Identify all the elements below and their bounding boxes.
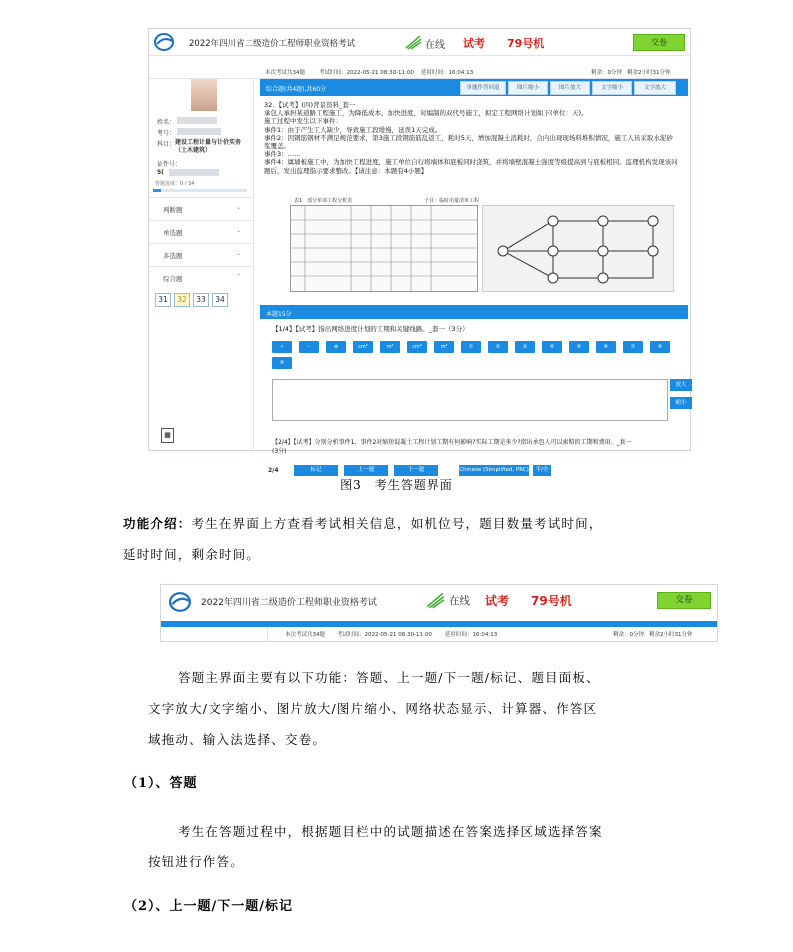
extra-time: 延时时间：16:04:13 (421, 70, 474, 76)
category-single[interactable] (149, 220, 253, 243)
question-line: 事件1：由于产生工人缺少，导致施工段缓慢，延误1天完成。 (264, 125, 442, 134)
symbol-button[interactable]: ⑦ (623, 341, 643, 353)
symbol-button[interactable]: ⊕ (326, 341, 346, 353)
table-note: 子目：临时用量清单工程 (424, 198, 480, 204)
para1-line2: 文字放大/文字缩小、图片放大/图片缩小、网络状态显示、计算器、作答区 (148, 701, 598, 716)
chevron-down-icon: ⌄ (235, 204, 241, 211)
para1-line3: 域拖动、输入法选择、交卷。 (148, 732, 327, 747)
exam-time: 考试时间：2022-05-21 08:30-11:00 (337, 632, 432, 638)
network-status: 在线 (449, 595, 470, 607)
question-line: 施工过程中发生以下事件： (264, 117, 342, 126)
question-line: 32．【试考】(四)背景资料_套一 (264, 101, 356, 109)
question-count: 本次考试共34题 (285, 632, 325, 638)
symbol-button[interactable]: ③ (515, 341, 535, 353)
symbol-button[interactable]: cm² (353, 341, 373, 353)
exam-screenshot (148, 28, 691, 474)
ime-select[interactable]: Chinese (Simplified, PRC) (459, 465, 529, 476)
question-number-34[interactable]: 34 (212, 293, 228, 307)
ime-width-toggle[interactable]: 半/全 (533, 465, 551, 476)
figure-caption: 图3 考生答题界面 (340, 478, 453, 492)
category-label: 判断题 (163, 206, 183, 214)
submit-button[interactable]: 交卷 (633, 34, 685, 51)
info-bar (149, 65, 690, 79)
name-redacted (177, 117, 217, 124)
symbol-button[interactable]: ⑨ (272, 357, 292, 369)
prev-button[interactable]: 上一题 (344, 465, 388, 476)
exam-time: 考试时间：2022-05-21 08:30-11:00 (319, 70, 414, 76)
question-area (254, 79, 690, 474)
progress-fill (153, 189, 161, 192)
category-comprehensive[interactable] (149, 266, 253, 289)
question-line: 事件3：…… (264, 150, 301, 159)
symbol-button[interactable]: ⑥ (596, 341, 616, 353)
symbol-button[interactable]: ⑤ (569, 341, 589, 353)
symbol-button[interactable]: m² (380, 341, 400, 353)
image-enlarge-button[interactable]: 图片放大 (550, 81, 590, 95)
exam-header-screenshot (160, 584, 718, 642)
symbol-button[interactable]: ＋ (272, 341, 292, 353)
calculator-icon[interactable]: ▦ (161, 428, 174, 443)
logo-icon (153, 32, 175, 52)
top-bar (149, 29, 690, 56)
score-bar (260, 305, 688, 319)
section-heading-navigation: （2）、上一题/下一题/标记 (124, 899, 294, 914)
chevron-up-icon: ⌃ (235, 273, 241, 280)
rollback-button[interactable]: 单题作答回退 (460, 81, 506, 95)
question-number-32[interactable]: 32 (174, 293, 190, 307)
network-diagram-image (482, 205, 674, 292)
id-label: 证件号： (157, 161, 182, 168)
quantity-table-image (290, 205, 478, 292)
remaining-note: 剩余2小时31分钟 (627, 70, 671, 76)
subquestion-2-score: (3分) (272, 448, 287, 455)
category-label: 单选题 (163, 229, 183, 237)
score-text: 本题15分 (266, 311, 292, 318)
mark-button[interactable]: 标记 (294, 465, 338, 476)
category-label: 综合题 (163, 275, 183, 283)
symbol-button[interactable]: ⑧ (650, 341, 670, 353)
question-text (264, 101, 679, 175)
text-shrink-button[interactable]: 文字缩小 (592, 81, 632, 95)
category-multi[interactable] (149, 243, 253, 266)
remaining-note: 剩余2小时31分钟 (649, 632, 693, 638)
exam-mode: 试考 (463, 37, 485, 50)
machine-number: 79号机 (507, 37, 545, 50)
id-partial: 5( (157, 169, 164, 176)
symbol-button[interactable]: cm³ (407, 341, 427, 353)
subject-label: 科目： (157, 141, 176, 148)
remaining-time: 剩余：0分钟 (613, 632, 644, 638)
network-status: 在线 (425, 40, 445, 51)
section-heading-answer: （1）、答题 (124, 776, 198, 791)
id-redacted (169, 169, 219, 176)
feature-intro-line1 (123, 514, 603, 532)
symbol-button[interactable]: ① (461, 341, 481, 353)
question-line: 承包人承担某道路工程施工，为降低成本、加快进度，对编制的双代号施工，拟定工程网络计划如下(单位：天)。 (264, 109, 588, 118)
progress-text: 答题进度：0 / 34 (155, 181, 195, 187)
machine-number: 79号机 (531, 594, 572, 608)
feature-label: 功能介绍： (123, 516, 192, 531)
feature-text: 考生在界面上方查看考试相关信息，如机位号，题目数量考试时间， (191, 516, 603, 531)
text-enlarge-button[interactable]: 文字放大 (634, 81, 676, 95)
zoom-out-button[interactable]: 缩小 (670, 397, 692, 409)
para2-line1: 考生在答题过程中，根据题目栏中的试题描述在答案选择区域选择答案 (178, 824, 603, 839)
question-count: 本次考试共34题 (265, 70, 305, 76)
avatar (191, 79, 217, 111)
progress-bar (153, 189, 247, 192)
question-header (260, 79, 688, 96)
logo-icon (167, 591, 193, 613)
question-number-33[interactable]: 33 (193, 293, 209, 307)
category-judge[interactable] (149, 197, 253, 220)
signal-icon (404, 34, 422, 50)
question-header-title: 综合题(共4题),共60分 (266, 86, 327, 93)
symbol-button[interactable]: ② (488, 341, 508, 353)
category-label: 多选题 (163, 252, 183, 260)
zoom-in-button[interactable]: 放大 (670, 379, 692, 391)
question-number-31[interactable]: 31 (155, 293, 171, 307)
para1-line1: 答题主界面主要有以下功能：答题、上一题/下一题/标记、题目面板、 (178, 670, 600, 685)
exam-no-redacted (177, 128, 221, 135)
submit-button[interactable]: 交卷 (657, 592, 711, 609)
subject-value: 建设工程计量与计价实务（土木建筑） (175, 139, 242, 154)
exam-no-label: 考号： (157, 130, 176, 137)
subquestion-1: 【1/4】【试考】指出网络进度计划的工期和关键线路。_套一（3分） (272, 325, 469, 333)
subquestion-2: 【2/4】【试考】分别分析事件1、事件2对缩短混凝土工程计划工期有何影响?实际工期是多少?指出承包人可以索赔的工期和费用。_套一 (272, 439, 632, 446)
symbol-button[interactable]: m³ (434, 341, 454, 353)
signal-icon (425, 591, 445, 609)
exam-title: 2022年四川省二级造价工程师职业资格考试 (189, 39, 356, 49)
chevron-down-icon: ⌄ (235, 227, 241, 234)
exam-mode: 试考 (485, 594, 510, 608)
image-shrink-button[interactable]: 图片缩小 (508, 81, 548, 95)
feature-intro-line2: 延时时间，剩余时间。 (123, 547, 261, 562)
table-title: 表1 部分单项工程分析表 (294, 198, 353, 204)
para2-line2: 按钮进行作答。 (148, 854, 244, 869)
answer-area[interactable] (272, 379, 668, 421)
extra-time: 延时时间：16:04:13 (445, 632, 498, 638)
remaining-time: 剩余：0分钟 (591, 70, 622, 76)
chevron-down-icon: ⌄ (235, 250, 241, 257)
sidebar-stub (161, 627, 268, 641)
next-button[interactable]: 下一题 (394, 465, 438, 476)
symbol-button[interactable]: ④ (542, 341, 562, 353)
question-line: 事件4：属墙板施工中，为加快工程进度，施工单位自行将墙体和底板同时浇筑，并将墙壁混凝土强度等级提高到与底板相同。监理机构发现该问题后，发出监理指示要求整改。【请注意：本题有4小题】 (264, 158, 678, 175)
sidebar (149, 79, 254, 450)
question-line: 事件2：因钢筋钢材不满足规范要求，第3施工段钢筋筋乱返工，耗时5天，增加混凝土消耗时，合内出现现场料堆积情况，施工人员采取水泥砂浆覆盖。 (264, 133, 673, 151)
page-indicator: 2/4 (268, 467, 279, 474)
symbol-button[interactable]: － (299, 341, 319, 353)
name-label: 姓名： (157, 119, 176, 126)
exam-title: 2022年四川省二级造价工程师职业资格考试 (201, 598, 377, 608)
